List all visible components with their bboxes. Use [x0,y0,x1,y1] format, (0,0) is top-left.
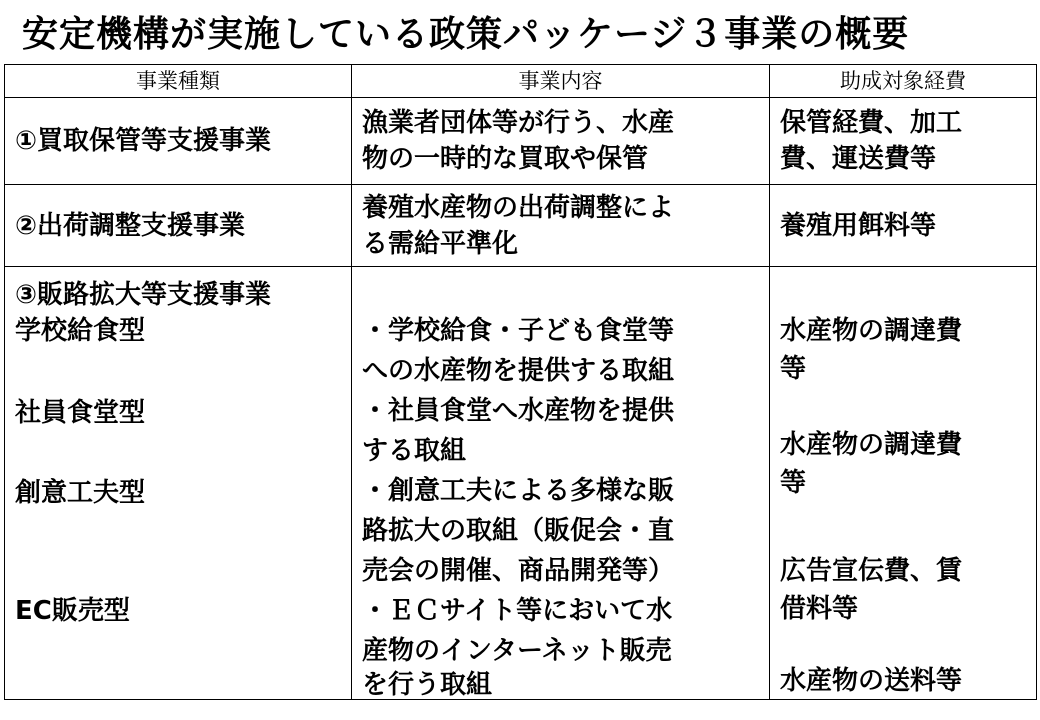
content-line: ・創意工夫による多様な販 [362,476,675,506]
cost-line: 等 [780,354,807,384]
content-line: 路拡大の取組（販促会・直 [362,516,675,546]
subtype-label: EC販売型 [15,596,130,626]
cost-line: 養殖用餌料等 [780,210,937,241]
content-line: る需給平準化 [362,228,519,259]
business-content-cell [352,185,770,267]
cost-line: 水産物の調達費 [780,316,963,346]
content-line: 養殖水産物の出荷調整によ [362,192,675,223]
page-title: 安定機構が実施している政策パッケージ３事業の概要 [22,14,910,55]
business-type-cell [5,185,352,267]
business-overview-table [4,64,1037,700]
subsidized-cost-cell [770,185,1037,267]
table-row [5,185,1037,267]
cost-line: 保管経費、加工 [780,108,963,138]
table-row [5,98,1037,185]
header-business-content: 事業内容 [352,65,770,98]
business-type-label: ③販路拡大等支援事業 [15,280,272,310]
business-content-cell [352,98,770,185]
content-line: 産物のインターネット販売 [362,636,672,666]
content-line: 売会の開催、商品開発等） [362,556,675,586]
subsidized-cost-cell [770,98,1037,185]
cost-line: 借料等 [780,594,859,624]
cost-line: 費、運送費等 [780,144,937,174]
subsidized-cost-cell [770,267,1037,700]
content-line: への水産物を提供する取組 [362,356,675,386]
business-type-label: ①買取保管等支援事業 [15,126,272,156]
table-row [5,267,1037,700]
content-line: する取組 [362,436,467,466]
content-line: ・社員食堂へ水産物を提供 [362,396,675,426]
header-business-type: 事業種類 [5,65,352,98]
subtype-label: 創意工夫型 [15,478,146,508]
content-line: を行う取組 [362,670,493,700]
business-type-label: ②出荷調整支援事業 [15,210,246,241]
cost-line: 水産物の送料等 [780,666,963,696]
table-header-row [5,65,1037,98]
cost-line: 広告宣伝費、賃 [780,556,963,586]
content-line: 漁業者団体等が行う、水産 [362,108,675,138]
content-line: 物の一時的な買取や保管 [362,144,649,174]
cost-line: 水産物の調達費 [780,430,963,460]
header-subsidized-costs: 助成対象経費 [770,65,1037,98]
content-line: ・学校給食・子ども食堂等 [362,316,675,346]
subtype-label: 学校給食型 [15,316,146,346]
cost-line: 等 [780,468,807,498]
content-line: ・ＥＣサイト等において水 [362,596,673,626]
subtype-label: 社員食堂型 [15,398,146,428]
business-type-cell [5,267,352,700]
business-content-cell [352,267,770,700]
business-type-cell [5,98,352,185]
